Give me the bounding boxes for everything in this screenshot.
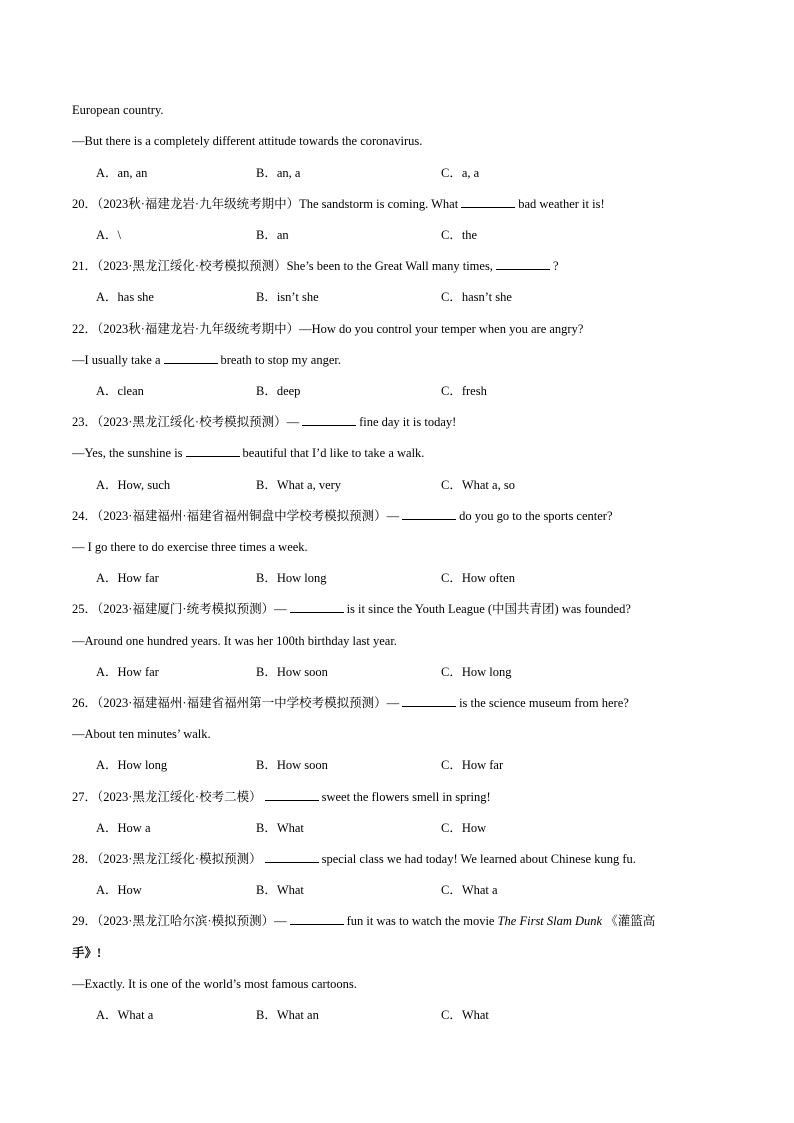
- question-29-option-a[interactable]: A．What a: [96, 1008, 154, 1022]
- question-25-option-c[interactable]: C．How long: [441, 665, 512, 679]
- question-21-blank: [496, 258, 550, 270]
- question-28-option-b[interactable]: B．What: [256, 883, 304, 897]
- question-22-line-2: [72, 352, 341, 368]
- question-29-chinese-title: 《灌篮高: [605, 914, 656, 928]
- question-29-text-mid: fun it was to watch the movie: [346, 914, 495, 928]
- question-21-stem: [72, 258, 559, 274]
- question-25-stem: [72, 601, 631, 617]
- question-29-blank: [290, 913, 344, 925]
- question-22-option-a[interactable]: A．clean: [96, 384, 144, 398]
- question-23-option-c[interactable]: C．What a, so: [441, 478, 515, 492]
- question-26-option-a[interactable]: A．How long: [96, 758, 168, 772]
- question-20-stem: [72, 196, 605, 212]
- question-22-option-c[interactable]: C．fresh: [441, 384, 487, 398]
- question-23-blank-2: [186, 445, 240, 457]
- question-26-stem: [72, 695, 629, 711]
- question-27-stem: [72, 789, 491, 805]
- question-25-blank: [290, 601, 344, 613]
- question-24-text-end: do you go to the sports center?: [459, 509, 613, 523]
- question-29-movie-title: The First Slam Dunk: [497, 914, 603, 928]
- question-28-stem: [72, 851, 636, 867]
- question-28-text: 28．（2023·黑龙江绥化·模拟预测）: [72, 852, 262, 866]
- question-26-blank: [402, 695, 456, 707]
- question-29-option-b[interactable]: B．What an: [256, 1008, 319, 1022]
- question-28-text-end: special class we had today! We learned about Chinese kung fu.: [321, 852, 636, 866]
- question-22-option-b[interactable]: B．deep: [256, 384, 301, 398]
- question-20-text: 20．（2023秋·福建龙岩·九年级统考期中）The sandstorm is coming. What: [72, 197, 459, 211]
- question-22-text: —I usually take a: [72, 353, 161, 367]
- question-23-text-end: fine day it is today!: [359, 415, 457, 429]
- question-23-stem: [72, 414, 456, 430]
- question-23-option-a[interactable]: A．How, such: [96, 478, 171, 492]
- question-21-option-a[interactable]: A．has she: [96, 290, 154, 304]
- question-24-text: 24．（2023·福建福州·福建省福州铜盘中学校考模拟预测）—: [72, 509, 400, 523]
- question-23-line-2: [72, 445, 424, 461]
- question-27-option-b[interactable]: B．What: [256, 821, 304, 835]
- question-24-stem: [72, 508, 613, 524]
- question-29-stem: [72, 913, 655, 929]
- question-26-option-b[interactable]: B．How soon: [256, 758, 328, 772]
- intro-option-c[interactable]: C．a, a: [441, 166, 480, 180]
- question-23-blank: [302, 414, 356, 426]
- question-21-text: 21．（2023·黑龙江绥化·校考模拟预测）She’s been to the Great Wall many times,: [72, 259, 493, 273]
- question-23-text-2-end: beautiful that I’d like to take a walk.: [242, 446, 425, 460]
- question-20-option-b[interactable]: B．an: [256, 228, 289, 242]
- question-27-option-c[interactable]: C．How: [441, 821, 487, 835]
- question-22-blank: [164, 352, 218, 364]
- question-20-option-c[interactable]: C．the: [441, 228, 478, 242]
- question-22-stem: 22．（2023秋·福建龙岩·九年级统考期中）—How do you control your temper when you are angry?: [72, 322, 584, 336]
- question-25-line-2: —Around one hundred years. It was her 100th birthday last year.: [72, 634, 397, 648]
- question-20-blank: [461, 196, 515, 208]
- question-25-option-b[interactable]: B．How soon: [256, 665, 328, 679]
- question-26-text: 26．（2023·福建福州·福建省福州第一中学校考模拟预测）—: [72, 696, 400, 710]
- question-29-option-c[interactable]: C．What: [441, 1008, 489, 1022]
- question-23-text: 23．（2023·黑龙江绥化·校考模拟预测）—: [72, 415, 300, 429]
- question-28-option-c[interactable]: C．What a: [441, 883, 498, 897]
- intro-option-a[interactable]: A．an, an: [96, 166, 148, 180]
- question-29-line-3: —Exactly. It is one of the world’s most famous cartoons.: [72, 977, 357, 991]
- question-24-line-2: — I go there to do exercise three times a week.: [72, 540, 308, 554]
- intro-line-1: European country.: [72, 103, 164, 117]
- question-21-option-c[interactable]: C．hasn’t she: [441, 290, 512, 304]
- question-22-text-end: breath to stop my anger.: [220, 353, 341, 367]
- question-21-text-end: ?: [552, 259, 559, 273]
- question-25-option-a[interactable]: A．How far: [96, 665, 159, 679]
- question-28-option-a[interactable]: A．How: [96, 883, 142, 897]
- question-20-text-end: bad weather it is!: [518, 197, 605, 211]
- question-25-text: 25．（2023·福建厦门·统考模拟预测）—: [72, 602, 287, 616]
- question-24-option-b[interactable]: B．How long: [256, 571, 327, 585]
- question-27-option-a[interactable]: A．How a: [96, 821, 151, 835]
- question-26-option-c[interactable]: C．How far: [441, 758, 504, 772]
- question-27-text: 27．（2023·黑龙江绥化·校考二模）: [72, 790, 262, 804]
- question-29-text: 29．（2023·黑龙江哈尔滨·模拟预测）—: [72, 914, 287, 928]
- question-25-text-end: is it since the Youth League (中国共青团) was founded?: [346, 602, 631, 616]
- question-29-line-2: 手》!: [72, 946, 102, 960]
- question-23-option-b[interactable]: B．What a, very: [256, 478, 342, 492]
- question-24-option-a[interactable]: A．How far: [96, 571, 159, 585]
- question-27-text-end: sweet the flowers smell in spring!: [321, 790, 491, 804]
- intro-option-b[interactable]: B．an, a: [256, 166, 301, 180]
- question-24-blank: [402, 508, 456, 520]
- question-28-blank: [265, 851, 319, 863]
- question-24-option-c[interactable]: C．How often: [441, 571, 515, 585]
- question-21-option-b[interactable]: B．isn’t she: [256, 290, 319, 304]
- intro-line-2: —But there is a completely different attitude towards the coronavirus.: [72, 134, 423, 148]
- question-20-option-a[interactable]: A．\: [96, 228, 122, 242]
- question-26-text-end: is the science museum from here?: [459, 696, 629, 710]
- question-23-text-2: —Yes, the sunshine is: [72, 446, 183, 460]
- question-27-blank: [265, 789, 319, 801]
- question-26-line-2: —About ten minutes’ walk.: [72, 727, 211, 741]
